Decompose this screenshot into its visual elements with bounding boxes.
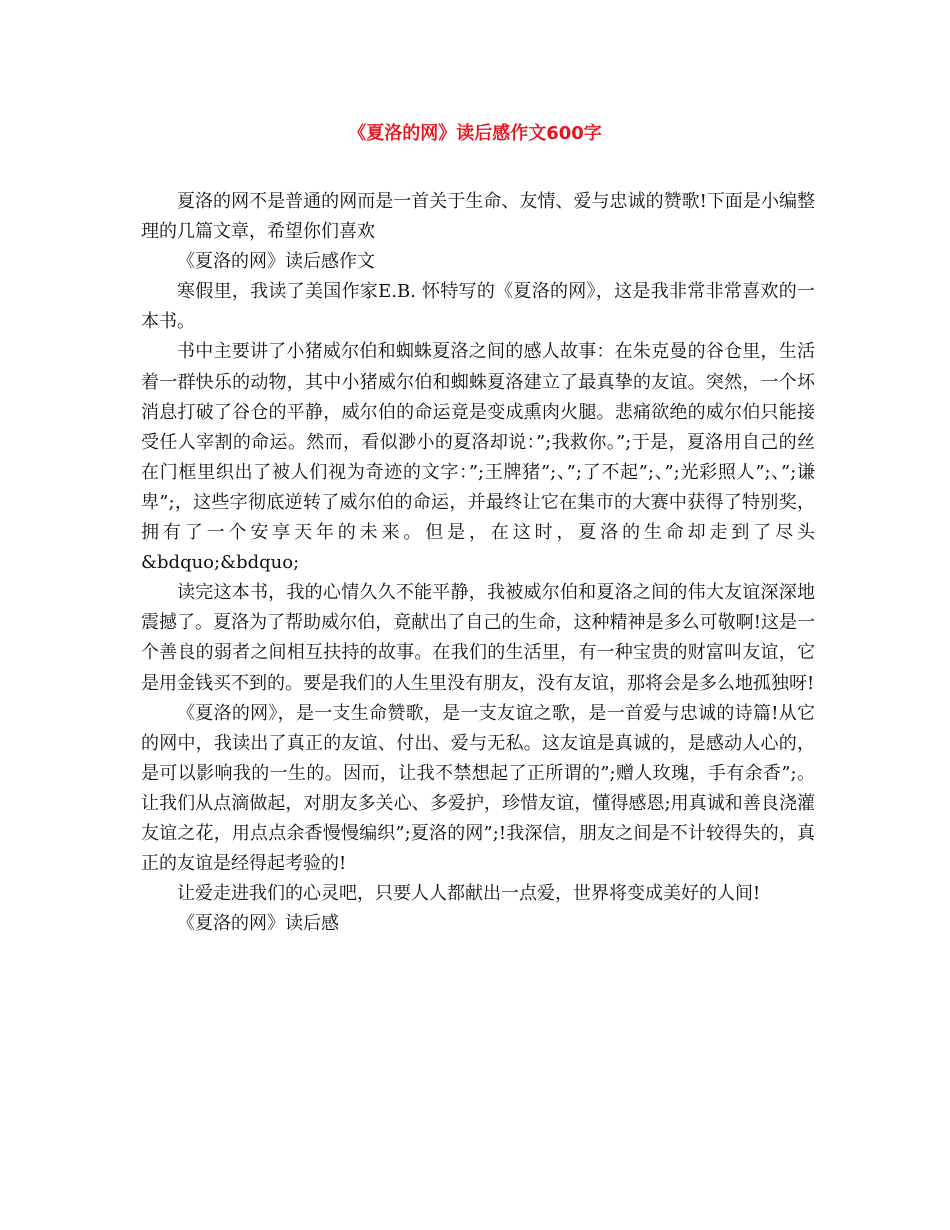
paragraph: 书中主要讲了小猪威尔伯和蜘蛛夏洛之间的感人故事：在朱克曼的谷仓里，生活着一群快乐的动物，其中小猪威尔伯和蜘蛛夏洛建立了最真挚的友谊。突然，一个坏消息打破了谷仓的平静，威尔伯的命运竟是变成熏肉火腿。悲痛欲绝的威尔伯只能接受任人宰割的命运。然而，看似渺小的夏洛却说：”;我救你。”;于是，夏洛用自己的丝在门框里织出了被人们视为奇迹的文字：”;王牌猪”;、”;了不起”;、”;光彩照人”;、”;谦卑”;，这些字彻底逆转了威尔伯的命运，并最终让它在集市的大赛中获得了特别奖，拥有了一个安享天年的未来。但是，在这时，夏洛的生命却走到了尽头&bdquo;&bdquo; xyxy=(141,341,815,574)
paragraph-subheading: 《夏洛的网》读后感作文 xyxy=(177,251,375,273)
document-title: 《夏洛的网》读后感作文600字 xyxy=(348,123,602,144)
paragraph: 读完这本书，我的心情久久不能平静，我被威尔伯和夏洛之间的伟大友谊深深地震撼了。夏洛为了帮助威尔伯，竟献出了自己的生命，这种精神是多么可敬啊!这是一个善良的弱者之间相互扶持的故事。在我们的生活里，有一种宝贵的财富叫友谊，它是用金钱买不到的。要是我们的人生里没有朋友，没有友谊，那将会是多么地孤独呀! xyxy=(141,582,815,694)
document-body xyxy=(141,187,815,939)
paragraph: 《夏洛的网》，是一支生命赞歌，是一支友谊之歌，是一首爱与忠诚的诗篇!从它的网中，我读出了真正的友谊、付出、爱与无私。这友谊是真诚的，是感动人心的，是可以影响我的一生的。因而，让我不禁想起了正所谓的”;赠人玫瑰，手有余香”;。让我们从点滴做起，对朋友多关心、多爱护，珍惜友谊，懂得感恩;用真诚和善良浇灌友谊之花，用点点余香慢慢编织”;夏洛的网”;!我深信，朋友之间是不计较得失的，真正的友谊是经得起考验的! xyxy=(141,702,815,875)
paragraph: 寒假里，我读了美国作家E.B. 怀特写的《夏洛的网》，这是我非常非常喜欢的一本书。 xyxy=(141,281,815,333)
paragraph-subheading: 《夏洛的网》读后感 xyxy=(177,913,339,935)
paragraph-intro: 夏洛的网不是普通的网而是一首关于生命、友情、爱与忠诚的赞歌!下面是小编整理的几篇文章，希望你们喜欢 xyxy=(141,191,815,243)
paragraph: 让爱走进我们的心灵吧，只要人人都献出一点爱，世界将变成美好的人间! xyxy=(177,883,761,905)
